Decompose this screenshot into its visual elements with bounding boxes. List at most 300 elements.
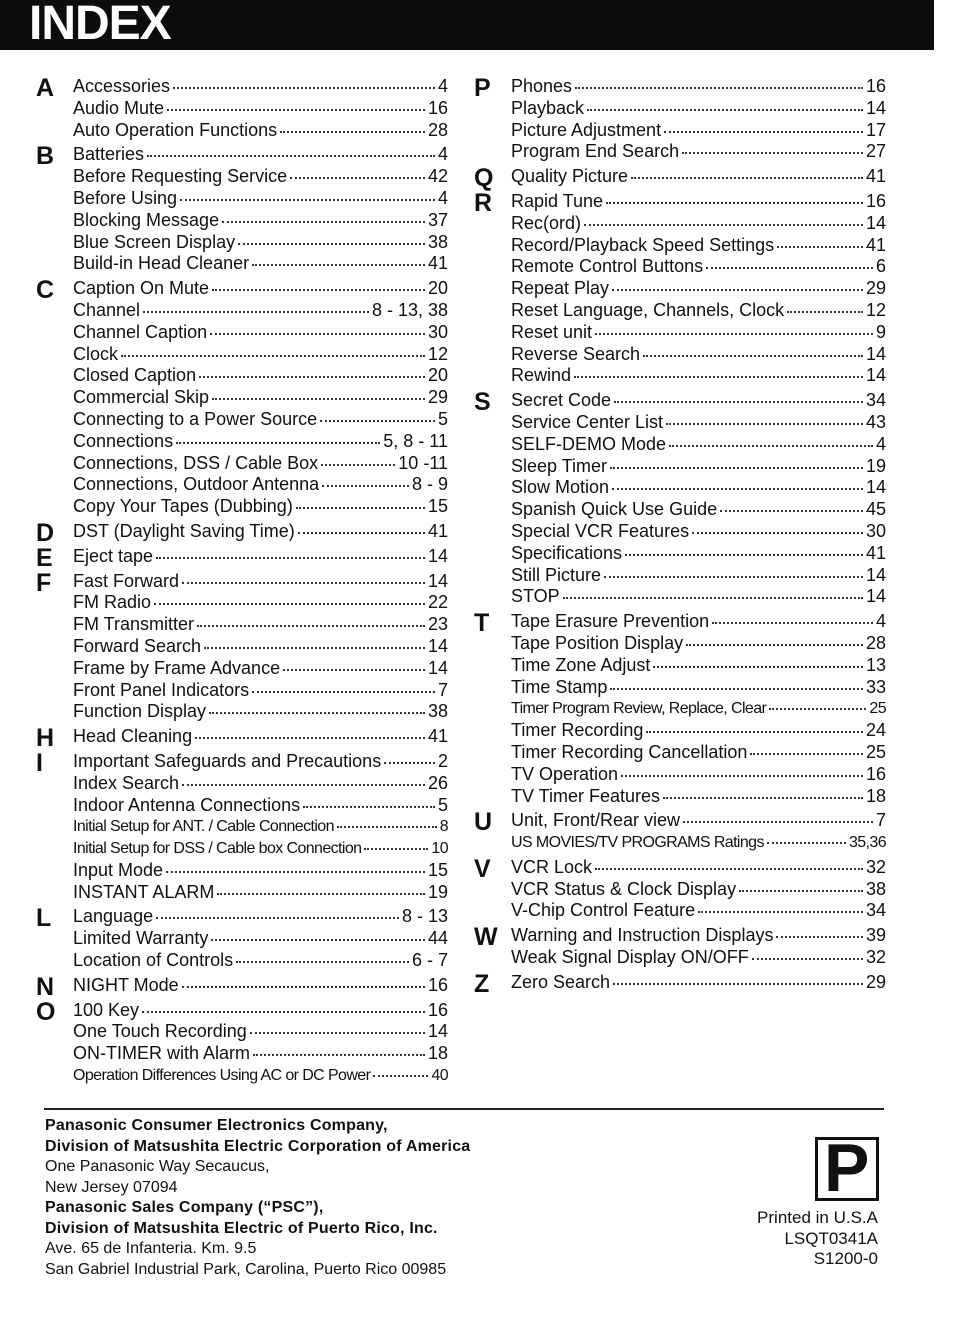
index-entry [73, 546, 448, 568]
index-entry [73, 795, 448, 817]
dot-leader [166, 871, 425, 873]
entry-label: Zero Search [511, 971, 611, 992]
dot-leader [199, 376, 425, 378]
index-entry [511, 120, 886, 142]
dot-leader [290, 177, 425, 179]
index-entries [73, 906, 448, 971]
index-group [474, 854, 886, 922]
entry-label: 100 Key [73, 999, 140, 1020]
index-entries [73, 571, 448, 724]
dot-leader [776, 936, 863, 938]
entry-page: 14 [427, 635, 448, 656]
dot-leader [283, 669, 425, 671]
print-info [757, 1208, 878, 1270]
company2-address2: San Gabriel Industrial Park, Carolina, Puerto Rico 00985 [45, 1260, 447, 1278]
index-entry [73, 496, 448, 518]
index-entry [73, 322, 448, 344]
entry-page: 9 [875, 321, 886, 342]
dot-leader [296, 507, 425, 509]
entry-page: 30 [427, 321, 448, 342]
company1-address2: New Jersey 07094 [45, 1178, 178, 1196]
index-letter: R [474, 188, 493, 217]
entry-label: Copy Your Tapes (Dubbing) [73, 496, 293, 517]
dot-leader [787, 311, 863, 313]
index-entry [73, 975, 448, 997]
entry-label: Slow Motion [511, 477, 610, 498]
dot-leader [142, 1011, 425, 1013]
index-entries [73, 76, 448, 141]
page-header [0, 0, 934, 50]
entry-label: Eject tape [73, 545, 154, 566]
entry-page: 20 [427, 365, 448, 386]
entry-label: Function Display [73, 701, 207, 722]
index-letter: T [474, 609, 490, 638]
entry-label: Head Cleaning [73, 726, 193, 747]
entry-label: Tape Position Display [511, 632, 684, 653]
index-letter: L [36, 904, 52, 933]
entry-label: SELF-DEMO Mode [511, 433, 667, 454]
entry-label: Input Mode [73, 859, 164, 880]
printed-in: Printed in U.S.A [757, 1208, 878, 1227]
entry-page: 6 - 7 [411, 950, 448, 971]
dot-leader [143, 311, 369, 313]
entry-label: Commercial Skip [73, 387, 210, 408]
entry-page: 14 [427, 545, 448, 566]
entry-label: Closed Caption [73, 365, 197, 386]
entry-page: 39 [865, 925, 886, 946]
index-entries [73, 975, 448, 997]
entry-label: ON-TIMER with Alarm [73, 1043, 251, 1064]
entry-label: Unit, Front/Rear view [511, 810, 681, 831]
entry-page: 4 [437, 76, 448, 96]
index-entry [73, 838, 448, 860]
index-letter: S [474, 388, 491, 417]
index-entry [511, 213, 886, 235]
index-entry [511, 456, 886, 478]
index-group [36, 278, 448, 518]
index-letter: Z [474, 969, 490, 998]
index-entry [73, 860, 448, 882]
dot-leader [280, 131, 425, 133]
dot-leader [121, 355, 425, 357]
dot-leader [212, 289, 425, 291]
entry-label: Timer Recording Cancellation [511, 741, 748, 762]
dot-leader [337, 826, 437, 828]
entry-label: Special VCR Features [511, 520, 690, 541]
index-entry [73, 409, 448, 431]
dot-leader [575, 87, 863, 89]
entry-page: 34 [865, 390, 886, 411]
entry-label: Record/Playback Speed Settings [511, 234, 775, 255]
entry-page: 15 [427, 859, 448, 880]
index-entry [511, 810, 886, 832]
entry-label: Important Safeguards and Precautions [73, 750, 382, 771]
entry-label: Before Using [73, 187, 178, 208]
entry-page: 8 - 9 [411, 474, 448, 495]
dot-leader [606, 202, 863, 204]
company2-division: Division of Matsushita Electric of Puerto Rico, Inc. [45, 1219, 438, 1237]
index-entry [511, 191, 886, 213]
dot-leader [204, 647, 425, 649]
dot-leader [612, 289, 863, 291]
entry-page: 14 [865, 564, 886, 585]
index-entries [73, 144, 448, 275]
entry-page: 10 -11 [398, 452, 448, 473]
entry-label: Rapid Tune [511, 190, 604, 211]
index-entry [73, 1021, 448, 1043]
index-entry [73, 210, 448, 232]
dot-leader [147, 155, 435, 157]
index-letter: W [474, 923, 498, 952]
index-entry [511, 611, 886, 633]
index-letter: V [474, 854, 491, 883]
dot-leader [212, 398, 425, 400]
dot-leader [182, 784, 425, 786]
entry-page: 13 [865, 654, 886, 675]
dot-leader [322, 485, 409, 487]
dot-leader [364, 848, 428, 850]
dot-leader [584, 224, 863, 226]
entry-page: 29 [865, 278, 886, 299]
index-group [474, 390, 886, 608]
entry-page: 41 [865, 542, 886, 563]
dot-leader [250, 1032, 425, 1034]
group-gap [474, 994, 886, 997]
entry-label: TV Operation [511, 763, 619, 784]
entry-label: Batteries [73, 144, 145, 165]
index-entry [73, 120, 448, 142]
index-entry [73, 98, 448, 120]
entry-page: 29 [865, 971, 886, 992]
index-group [474, 76, 886, 163]
dot-leader [669, 445, 873, 447]
entry-label: Channel Caption [73, 321, 208, 342]
entry-label: TV Timer Features [511, 785, 661, 806]
entry-page: 5, 8 - 11 [383, 430, 448, 451]
index-group [474, 164, 886, 193]
index-group [474, 810, 886, 854]
index-entries [511, 166, 886, 188]
entry-label: Connections [73, 430, 174, 451]
entry-label: Index Search [73, 772, 180, 793]
dot-leader [154, 603, 425, 605]
index-entries [511, 972, 886, 994]
dot-leader [612, 488, 863, 490]
entry-label: Secret Code [511, 390, 612, 411]
index-letter: F [36, 568, 52, 597]
index-entry [73, 680, 448, 702]
entry-label: Blue Screen Display [73, 231, 236, 252]
dot-leader [563, 597, 863, 599]
index-group [36, 568, 448, 724]
index-entry [511, 499, 886, 521]
entry-page: 14 [865, 586, 886, 607]
index-group [36, 144, 448, 275]
entry-label: One Touch Recording [73, 1021, 247, 1042]
dot-leader [692, 532, 863, 534]
index-entry [511, 698, 886, 720]
entry-page: 4 [875, 433, 886, 454]
entry-label: Channel [73, 299, 141, 320]
index-entries [73, 751, 448, 904]
dot-leader [739, 890, 863, 892]
dot-leader [156, 557, 425, 559]
entry-page: 16 [427, 999, 448, 1020]
dot-leader [303, 806, 435, 808]
dot-leader [182, 582, 425, 584]
dot-leader [252, 691, 435, 693]
index-letter: A [36, 74, 55, 102]
entry-label: Timer Recording [511, 720, 644, 741]
entry-page: 41 [427, 253, 448, 274]
entry-label: Connecting to a Power Source [73, 408, 318, 429]
entry-label: Limited Warranty [73, 928, 209, 949]
entry-page: 27 [865, 141, 886, 162]
index-group [474, 969, 886, 998]
p-logo-letter: P [824, 1130, 870, 1206]
entry-page: 6 [875, 256, 886, 277]
entry-label: Caption On Mute [73, 278, 210, 299]
index-entry [511, 947, 886, 969]
index-entry [73, 816, 448, 838]
entry-label: Auto Operation Functions [73, 119, 278, 140]
entry-page: 16 [427, 97, 448, 118]
entry-label: Accessories [73, 76, 171, 96]
index-entry [511, 412, 886, 434]
index-letter: H [36, 724, 55, 753]
entry-label: Connections, Outdoor Antenna [73, 474, 320, 495]
dot-leader [595, 868, 863, 870]
entry-page: 35,36 [848, 834, 886, 852]
entry-label: Rewind [511, 365, 572, 386]
index-group [36, 972, 448, 1001]
entry-page: 15 [427, 496, 448, 517]
entry-page: 32 [865, 947, 886, 968]
index-entry [73, 278, 448, 300]
index-group [36, 997, 448, 1087]
entry-label: Initial Setup for ANT. / Cable Connection [73, 818, 334, 836]
index-entry [511, 278, 886, 300]
index-letter: D [36, 518, 55, 547]
dot-leader [610, 688, 863, 690]
index-entry [511, 972, 886, 994]
entry-page: 18 [427, 1043, 448, 1064]
entry-page: 14 [865, 212, 886, 233]
entry-label: US MOVIES/TV PROGRAMS Ratings [511, 834, 764, 852]
dot-leader [769, 708, 866, 710]
entry-page: 19 [865, 455, 886, 476]
index-letter: O [36, 997, 56, 1026]
entry-label: STOP [511, 586, 560, 607]
entry-page: 12 [865, 299, 886, 320]
entry-page: 14 [427, 570, 448, 591]
entry-page: 32 [865, 856, 886, 877]
entry-page: 16 [865, 763, 886, 784]
entry-page: 12 [427, 343, 448, 364]
entry-page: 20 [427, 278, 448, 299]
dot-leader [574, 376, 863, 378]
index-entry [73, 365, 448, 387]
entry-page: 34 [865, 900, 886, 921]
index-letter: E [36, 543, 53, 572]
entry-label: Reset unit [511, 321, 593, 342]
index-entry [73, 882, 448, 904]
index-entry [73, 592, 448, 614]
entry-page: 8 - 13, 38 [371, 299, 448, 320]
index-column-right [474, 76, 886, 997]
p-logo-box [815, 1130, 879, 1206]
index-entry [73, 453, 448, 475]
index-entry [73, 300, 448, 322]
dot-leader [253, 1054, 425, 1056]
dot-leader [173, 87, 435, 89]
index-group [36, 724, 448, 753]
entry-page: 25 [865, 741, 886, 762]
entry-label: VCR Lock [511, 856, 593, 877]
index-letter: I [36, 748, 43, 777]
entry-label: VCR Status & Clock Display [511, 878, 737, 899]
entry-label: Clock [73, 343, 119, 364]
model-code: LSQT0341A [784, 1228, 878, 1248]
entry-page: 45 [865, 499, 886, 520]
dot-leader [686, 644, 863, 646]
index-entry [73, 166, 448, 188]
index-entry [73, 928, 448, 950]
entry-label: FM Radio [73, 592, 152, 613]
entry-page: 38 [427, 231, 448, 252]
index-entries [511, 925, 886, 969]
index-entry [511, 322, 886, 344]
index-entry [73, 387, 448, 409]
entry-label: Location of Controls [73, 950, 234, 971]
company1-division: Division of Matsushita Electric Corporation of America [45, 1137, 471, 1155]
index-entry [511, 390, 886, 412]
dot-leader [610, 467, 863, 469]
entry-label: Operation Differences Using AC or DC Power [73, 1067, 371, 1085]
dot-leader [373, 1075, 428, 1077]
entry-label: Reset Language, Channels, Clock [511, 299, 785, 320]
entry-label: Phones [511, 76, 573, 96]
entry-label: Picture Adjustment [511, 119, 662, 140]
entry-label: Weak Signal Display ON/OFF [511, 947, 749, 968]
entry-label: Specifications [511, 542, 623, 563]
dot-leader [646, 731, 863, 733]
dot-leader [298, 532, 425, 534]
entry-page: 16 [865, 76, 886, 96]
dot-leader [384, 762, 435, 764]
dot-leader [720, 510, 863, 512]
index-entry [511, 76, 886, 98]
dot-leader [209, 712, 425, 714]
entry-page: 29 [427, 387, 448, 408]
dot-leader [621, 775, 863, 777]
index-entry [511, 565, 886, 587]
index-entry [73, 1000, 448, 1022]
entry-page: 28 [427, 119, 448, 140]
dot-leader [625, 554, 863, 556]
index-letter: N [36, 972, 55, 1001]
entry-page: 40 [431, 1067, 448, 1085]
index-entry [511, 543, 886, 565]
entry-label: Spanish Quick Use Guide [511, 499, 718, 520]
entry-page: 5 [437, 408, 448, 429]
entry-page: 41 [427, 520, 448, 541]
entry-page: 17 [865, 119, 886, 140]
index-entry [73, 431, 448, 453]
index-entry [73, 614, 448, 636]
entry-page: 14 [427, 657, 448, 678]
entry-page: 16 [865, 190, 886, 211]
entry-page: 7 [875, 810, 886, 831]
index-entry [511, 742, 886, 764]
index-entry [511, 141, 886, 163]
entry-page: 22 [427, 592, 448, 613]
index-entry [73, 751, 448, 773]
entry-page: 18 [865, 785, 886, 806]
dot-leader [613, 983, 863, 985]
entry-label: Reverse Search [511, 343, 641, 364]
entry-label: Build-in Head Cleaner [73, 253, 250, 274]
dot-leader [750, 753, 863, 755]
index-group [36, 543, 448, 572]
index-entries [73, 278, 448, 518]
entry-page: 14 [865, 477, 886, 498]
entry-label: Still Picture [511, 564, 602, 585]
index-entry [511, 832, 886, 854]
index-entry [511, 300, 886, 322]
entry-page: 38 [865, 878, 886, 899]
entry-page: 4 [875, 611, 886, 632]
dot-leader [767, 842, 846, 844]
entry-label: DST (Daylight Saving Time) [73, 520, 295, 541]
index-entry [511, 764, 886, 786]
entry-page: 37 [427, 209, 448, 230]
entry-label: Service Center List [511, 411, 664, 432]
index-entry [73, 76, 448, 98]
index-column-left [36, 76, 448, 1090]
entry-label: Fast Forward [73, 570, 180, 591]
page-title: INDEX [29, 0, 171, 50]
entry-label: FM Transmitter [73, 614, 195, 635]
index-letter: B [36, 142, 55, 171]
entry-label: Remote Control Buttons [511, 256, 704, 277]
entry-label: Playback [511, 97, 585, 118]
dot-leader [604, 576, 863, 578]
index-entries [511, 191, 886, 387]
company2-address1: Ave. 65 de Infanteria. Km. 9.5 [45, 1240, 257, 1257]
entry-page: 4 [437, 187, 448, 208]
index-entry [511, 677, 886, 699]
footer-divider [44, 1108, 884, 1110]
entry-page: 30 [865, 520, 886, 541]
entry-page: 14 [865, 97, 886, 118]
dot-leader [167, 109, 425, 111]
entry-label: Time Zone Adjust [511, 654, 651, 675]
index-entry [73, 521, 448, 543]
dot-leader [182, 986, 425, 988]
index-entry [511, 633, 886, 655]
index-entries [73, 1000, 448, 1087]
index-letter: P [474, 74, 491, 102]
entry-label: Program End Search [511, 141, 680, 162]
index-entry [511, 521, 886, 543]
index-group [36, 748, 448, 904]
dot-leader [777, 246, 863, 248]
entry-label: Sleep Timer [511, 455, 608, 476]
entry-label: Language [73, 906, 154, 927]
company1-name: Panasonic Consumer Electronics Company, [45, 1117, 388, 1134]
entry-label: Front Panel Indicators [73, 679, 250, 700]
